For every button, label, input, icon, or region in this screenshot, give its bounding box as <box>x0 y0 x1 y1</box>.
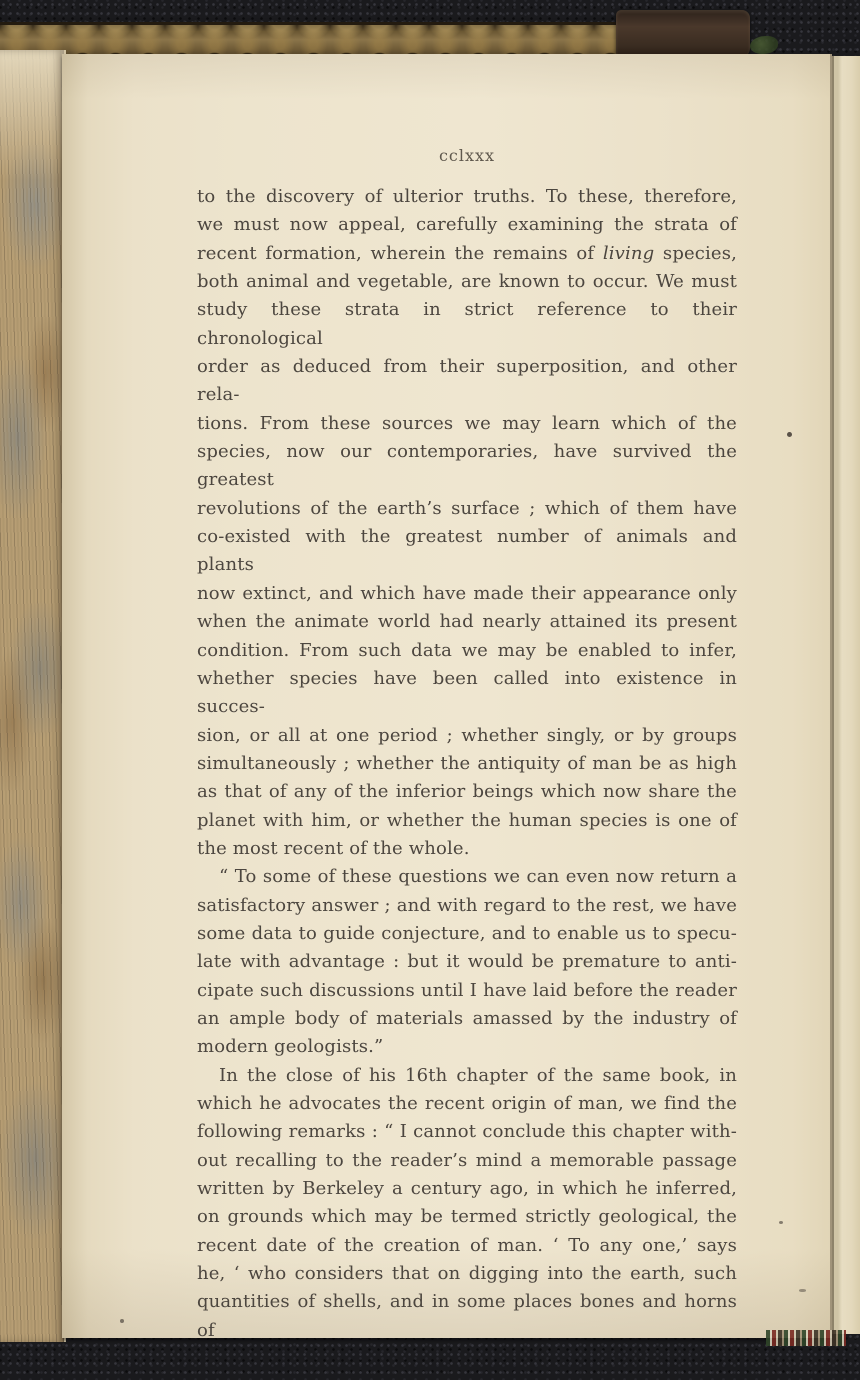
text-line: to the discovery of ulterior truths. To these, therefore, <box>197 186 737 207</box>
adjacent-page-edge <box>832 56 860 1334</box>
text-line: some data to guide conjecture, and to enable us to specu- <box>197 922 737 944</box>
text-line: now extinct, and which have made their appearance only <box>197 582 737 604</box>
text-line: quantities of shells, and in some places bones and horns of <box>197 1291 737 1341</box>
text-line: both animal and vegetable, are known to occur. We must <box>197 271 737 293</box>
text-line: on grounds which may be termed strictly geological, the <box>197 1206 737 1228</box>
page-speck <box>779 1221 783 1224</box>
text-line: planet with him, or whether the human species is one of <box>197 809 737 831</box>
text-line: which he advocates the recent origin of man, we find the <box>197 1093 737 1114</box>
text-line: satisfactory answer ; and with regard to the rest, we have <box>197 894 737 916</box>
page-speck <box>787 432 792 437</box>
text-line: recent date of the creation of man. ‘ To any one,’ says <box>197 1234 737 1256</box>
text-line: species, now our contemporaries, have survived the greatest <box>197 441 737 491</box>
text-line: following remarks : “ I cannot conclude this chapter with- <box>197 1121 737 1143</box>
text-line: sion, or all at one period ; whether singly, or by groups <box>197 724 737 746</box>
text-line: In the close of his 16th chapter of the same book, in <box>219 1064 737 1086</box>
text-line: written by Berkeley a century ago, in which he inferred, <box>197 1178 737 1200</box>
text-line: as that of any of the inferior beings which now share the <box>197 781 737 803</box>
text-line: he, ‘ who considers that on digging into the earth, such <box>197 1263 737 1285</box>
text-line: co-existed with the greatest number of animals and plants <box>197 526 737 576</box>
text-line: “ To some of these questions we can even now return a <box>219 866 737 888</box>
text-line: whether species have been called into existence in succes- <box>197 667 737 718</box>
text-line: tions. From these sources we may learn which of the <box>197 412 737 434</box>
page-speck <box>120 1319 124 1323</box>
leather-binding-fragment <box>616 10 750 58</box>
binding-stripes <box>766 1330 846 1346</box>
marbled-page-edges <box>0 50 66 1342</box>
text-line: an ample body of materials amassed by the industry of <box>197 1007 737 1029</box>
text-line: cipate such discussions until I have laid before the reader <box>197 979 737 1001</box>
text-line: modern geologists.” <box>197 1036 384 1058</box>
text-line: revolutions of the earth’s surface ; which of them have <box>197 497 737 519</box>
page-speck <box>799 1289 806 1292</box>
foliage-speck <box>750 36 778 54</box>
text-line: condition. From such data we may be enabled to infer, <box>197 639 737 661</box>
text-line: study these strata in strict reference to their chronological <box>197 299 737 349</box>
text-line: late with advantage : but it would be premature to anti- <box>197 951 737 973</box>
text-line: we must now appeal, carefully examining the strata of <box>197 214 737 236</box>
text-line: the most recent of the whole. <box>197 837 470 859</box>
text-line: recent formation, wherein the remains of living species, <box>197 242 737 264</box>
book-page <box>62 54 832 1341</box>
page-number: cclxxx <box>438 146 496 165</box>
text-line: out recalling to the reader’s mind a memorable passage <box>197 1149 737 1171</box>
text-block <box>197 183 737 1345</box>
text-line: order as deduced from their superposition, and other rela- <box>197 356 737 406</box>
text-line: when the animate world had nearly attained its present <box>197 611 737 633</box>
text-line: simultaneously ; whether the antiquity of man be as high <box>197 752 737 774</box>
